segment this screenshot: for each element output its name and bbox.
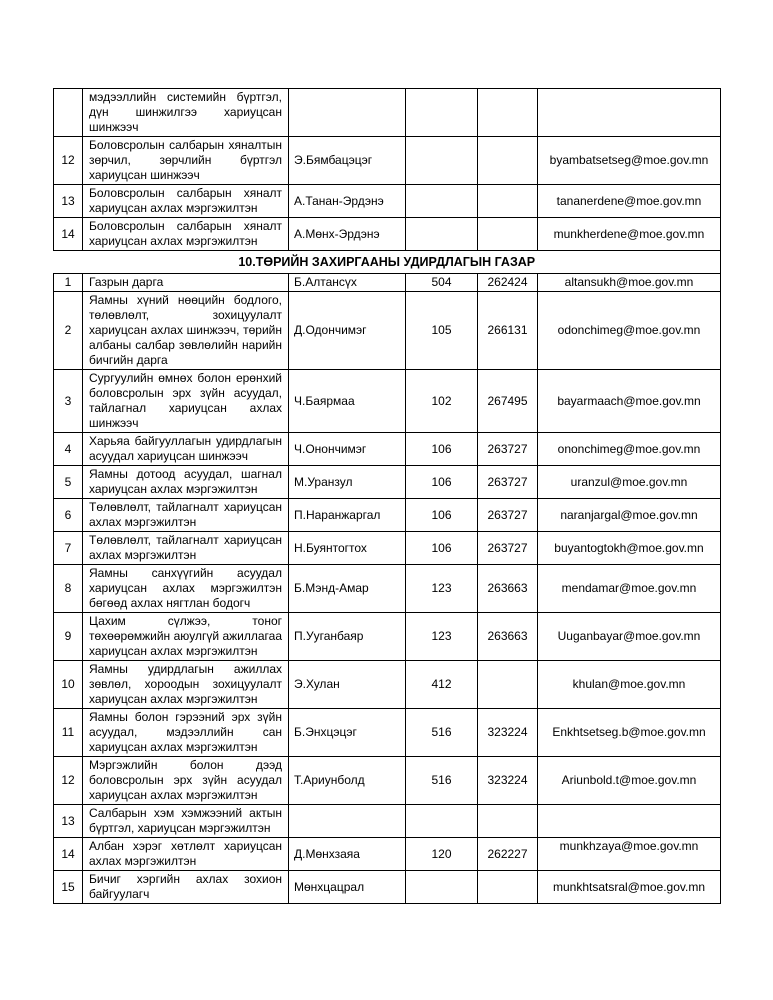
extension-cell: [406, 137, 478, 185]
extension-cell: 120: [406, 838, 478, 871]
phone-cell: 262227: [478, 838, 538, 871]
name-cell: М.Уранзул: [289, 466, 406, 499]
contact-table: [53, 88, 721, 904]
email-cell: byambatsetseg@moe.gov.mn: [538, 137, 721, 185]
name-cell: П.Ууганбаяр: [289, 613, 406, 661]
position-cell: Боловсролын салбарын хяналтын зөрчил, зөрчлийн бүртгэл хариуцсан шинжээч: [83, 137, 289, 185]
name-cell: Н.Буянтогтох: [289, 532, 406, 565]
row-number-cell: 10: [54, 661, 83, 709]
position-cell: Бичиг хэргийн ахлах зохион байгуулагч: [83, 871, 289, 904]
email-cell: munkhtsatsral@moe.gov.mn: [538, 871, 721, 904]
email-cell: tananerdene@moe.gov.mn: [538, 185, 721, 218]
section-title-row: [54, 251, 721, 274]
row-number-cell: 15: [54, 871, 83, 904]
email-cell: altansukh@moe.gov.mn: [538, 274, 721, 292]
table-row: [54, 838, 721, 871]
row-number-cell: 12: [54, 137, 83, 185]
table-row: [54, 370, 721, 433]
name-cell: Т.Ариунболд: [289, 757, 406, 805]
row-number-cell: 14: [54, 838, 83, 871]
email-cell: munkhzaya@moe.gov.mn: [538, 838, 721, 871]
phone-cell: 323224: [478, 757, 538, 805]
table-row: [54, 218, 721, 251]
name-cell: Д.Одончимэг: [289, 292, 406, 370]
email-cell: mendamar@moe.gov.mn: [538, 565, 721, 613]
email-cell: [538, 89, 721, 137]
name-cell: Э.Бямбацэцэг: [289, 137, 406, 185]
row-number-cell: 14: [54, 218, 83, 251]
position-cell: Боловсролын салбарын хяналт хариуцсан ахлах мэргэжилтэн: [83, 185, 289, 218]
name-cell: Д.Мөнхзаяа: [289, 838, 406, 871]
name-cell: [289, 805, 406, 838]
row-number-cell: 4: [54, 433, 83, 466]
phone-cell: 262424: [478, 274, 538, 292]
row-number-cell: 8: [54, 565, 83, 613]
extension-cell: [406, 871, 478, 904]
email-cell: bayarmaach@moe.gov.mn: [538, 370, 721, 433]
phone-cell: 263727: [478, 433, 538, 466]
email-cell: khulan@moe.gov.mn: [538, 661, 721, 709]
row-number-cell: [54, 89, 83, 137]
table-row: [54, 613, 721, 661]
email-cell: munkherdene@moe.gov.mn: [538, 218, 721, 251]
phone-cell: 263663: [478, 613, 538, 661]
table-row: [54, 274, 721, 292]
row-number-cell: 13: [54, 185, 83, 218]
name-cell: П.Наранжаргал: [289, 499, 406, 532]
row-number-cell: 2: [54, 292, 83, 370]
email-cell: Uuganbayar@moe.gov.mn: [538, 613, 721, 661]
position-cell: Яамны хүний нөөцийн бодлого, төлөвлөлт, зохицуулалт хариуцсан ахлах шинжээч, төрийн албаны салбар зөвлөлийн нарийн бичгийн дарга: [83, 292, 289, 370]
name-cell: [289, 89, 406, 137]
position-cell: Яамны дотоод асуудал, шагнал хариуцсан ахлах мэргэжилтэн: [83, 466, 289, 499]
extension-cell: 504: [406, 274, 478, 292]
email-cell: Enkhtsetseg.b@moe.gov.mn: [538, 709, 721, 757]
table-row: [54, 805, 721, 838]
extension-cell: [406, 805, 478, 838]
table-row: [54, 709, 721, 757]
name-cell: А.Танан-Эрдэнэ: [289, 185, 406, 218]
section-title: 10.ТӨРИЙН ЗАХИРГААНЫ УДИРДЛАГЫН ГАЗАР: [54, 251, 721, 274]
email-cell: naranjargal@moe.gov.mn: [538, 499, 721, 532]
email-cell: uranzul@moe.gov.mn: [538, 466, 721, 499]
phone-cell: [478, 137, 538, 185]
phone-cell: 263663: [478, 565, 538, 613]
position-cell: Төлөвлөлт, тайлагналт хариуцсан ахлах мэргэжилтэн: [83, 532, 289, 565]
extension-cell: 412: [406, 661, 478, 709]
extension-cell: 516: [406, 709, 478, 757]
extension-cell: 123: [406, 565, 478, 613]
phone-cell: 267495: [478, 370, 538, 433]
email-cell: odonchimeg@moe.gov.mn: [538, 292, 721, 370]
phone-cell: [478, 185, 538, 218]
phone-cell: 266131: [478, 292, 538, 370]
position-cell: Яамны болон гэрээний эрх зүйн асуудал, мэдээллийн сан хариуцсан ахлах мэргэжилтэн: [83, 709, 289, 757]
position-cell: Албан хэрэг хөтлөлт хариуцсан ахлах мэргэжилтэн: [83, 838, 289, 871]
table-row: [54, 532, 721, 565]
row-number-cell: 12: [54, 757, 83, 805]
row-number-cell: 6: [54, 499, 83, 532]
extension-cell: 123: [406, 613, 478, 661]
phone-cell: 263727: [478, 499, 538, 532]
phone-cell: 263727: [478, 466, 538, 499]
row-number-cell: 13: [54, 805, 83, 838]
table-row: [54, 89, 721, 137]
extension-cell: [406, 89, 478, 137]
name-cell: Э.Хулан: [289, 661, 406, 709]
table-row: [54, 185, 721, 218]
position-cell: Сургуулийн өмнөх болон ерөнхий боловсролын эрх зүйн асуудал, тайлагнал хариуцсан ахлах шинжээч: [83, 370, 289, 433]
name-cell: Б.Энхцэцэг: [289, 709, 406, 757]
email-cell: ononchimeg@moe.gov.mn: [538, 433, 721, 466]
table-row: [54, 757, 721, 805]
position-cell: мэдээллийн системийн бүртгэл, дүн шинжилгээ хариуцсан шинжээч: [83, 89, 289, 137]
table-row: [54, 292, 721, 370]
position-cell: Газрын дарга: [83, 274, 289, 292]
phone-cell: 323224: [478, 709, 538, 757]
extension-cell: 106: [406, 532, 478, 565]
row-number-cell: 1: [54, 274, 83, 292]
phone-cell: 263727: [478, 532, 538, 565]
position-cell: Төлөвлөлт, тайлагналт хариуцсан ахлах мэргэжилтэн: [83, 499, 289, 532]
table-row: [54, 466, 721, 499]
name-cell: Ч.Онончимэг: [289, 433, 406, 466]
position-cell: Мэргэжлийн болон дээд боловсролын эрх зүйн асуудал хариуцсан ахлах мэргэжилтэн: [83, 757, 289, 805]
position-cell: Боловсролын салбарын хяналт хариуцсан ахлах мэргэжилтэн: [83, 218, 289, 251]
row-number-cell: 7: [54, 532, 83, 565]
table-row: [54, 565, 721, 613]
position-cell: Харьяа байгууллагын удирдлагын асуудал хариуцсан шинжээч: [83, 433, 289, 466]
table-row: [54, 137, 721, 185]
position-cell: Салбарын хэм хэмжээний актын бүртгэл, хариуцсан мэргэжилтэн: [83, 805, 289, 838]
name-cell: Б.Мэнд-Амар: [289, 565, 406, 613]
phone-cell: [478, 871, 538, 904]
position-cell: Яамны удирдлагын ажиллах зөвлөл, хороодын зохицуулалт хариуцсан ахлах мэргэжилтэн: [83, 661, 289, 709]
phone-cell: [478, 661, 538, 709]
extension-cell: [406, 218, 478, 251]
extension-cell: 105: [406, 292, 478, 370]
table-row: [54, 499, 721, 532]
row-number-cell: 11: [54, 709, 83, 757]
phone-cell: [478, 89, 538, 137]
table-row: [54, 433, 721, 466]
phone-cell: [478, 805, 538, 838]
row-number-cell: 5: [54, 466, 83, 499]
table-row: [54, 661, 721, 709]
extension-cell: 516: [406, 757, 478, 805]
name-cell: Ч.Баярмаа: [289, 370, 406, 433]
name-cell: Б.Алтансүх: [289, 274, 406, 292]
extension-cell: 102: [406, 370, 478, 433]
name-cell: А.Мөнх-Эрдэнэ: [289, 218, 406, 251]
extension-cell: [406, 185, 478, 218]
row-number-cell: 3: [54, 370, 83, 433]
row-number-cell: 9: [54, 613, 83, 661]
position-cell: Яамны санхүүгийн асуудал хариуцсан ахлах мэргэжилтэн бөгөөд ахлах нягтлан бодогч: [83, 565, 289, 613]
extension-cell: 106: [406, 499, 478, 532]
email-cell: [538, 805, 721, 838]
name-cell: Мөнхцацрал: [289, 871, 406, 904]
extension-cell: 106: [406, 466, 478, 499]
position-cell: Цахим сүлжээ, тоног төхөөрөмжийн аюулгүй ажиллагаа хариуцсан ахлах мэргэжилтэн: [83, 613, 289, 661]
extension-cell: 106: [406, 433, 478, 466]
email-cell: Ariunbold.t@moe.gov.mn: [538, 757, 721, 805]
phone-cell: [478, 218, 538, 251]
email-cell: buyantogtokh@moe.gov.mn: [538, 532, 721, 565]
table-row: [54, 871, 721, 904]
